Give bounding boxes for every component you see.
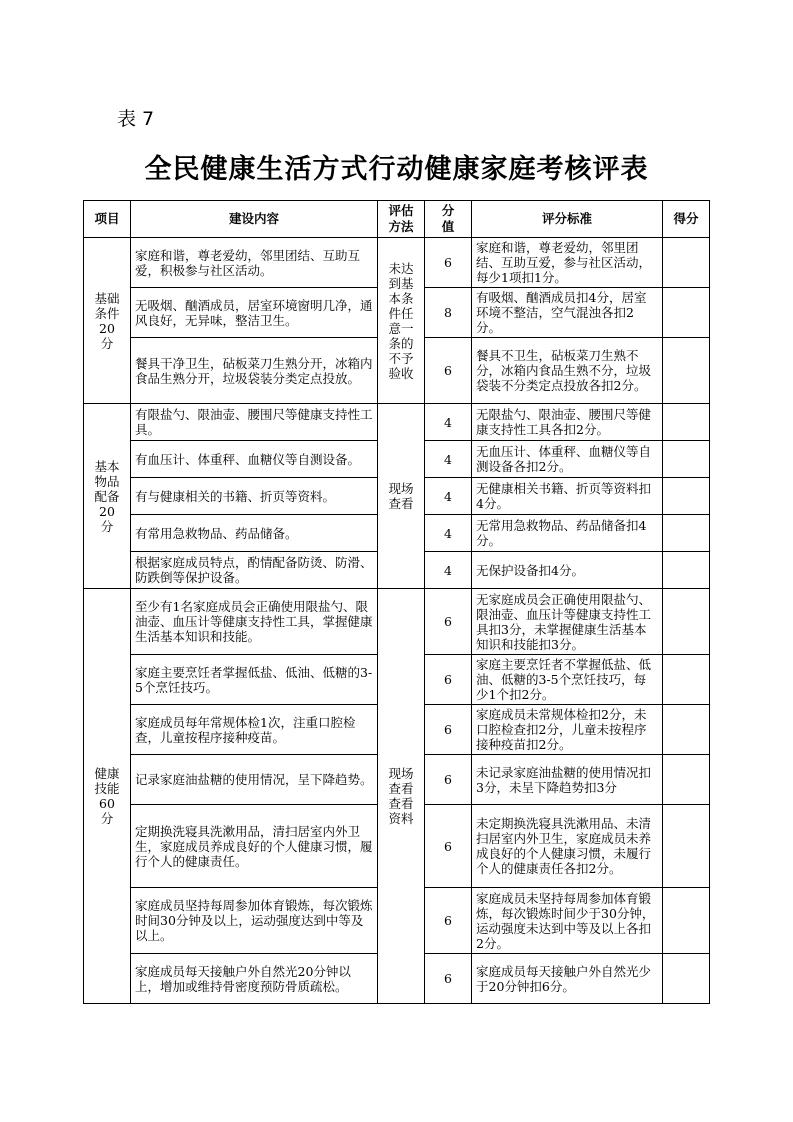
header-standard: 评分标准 — [472, 201, 663, 238]
row-content: 家庭成员坚持每周参加体育锻炼，每次锻炼时间30分钟及以上，运动强度达到中等及以上。 — [131, 888, 378, 954]
row-score: 4 — [425, 552, 472, 589]
row-standard: 无健康相关书籍、折页等资料扣4分。 — [472, 478, 663, 515]
row-content: 有常用急救物品、药品储备。 — [131, 515, 378, 552]
row-content: 家庭主要烹饪者掌握低盐、低油、低糖的3-5个烹饪技巧。 — [131, 655, 378, 705]
row-earned-cell[interactable] — [663, 589, 710, 655]
row-standard: 无常用急救物品、药品储备扣4分。 — [472, 515, 663, 552]
row-score: 4 — [425, 404, 472, 441]
row-score: 6 — [425, 755, 472, 805]
row-earned-cell[interactable] — [663, 888, 710, 954]
row-standard: 未记录家庭油盐糖的使用情况扣3分，未呈下降趋势扣3分 — [472, 755, 663, 805]
row-standard: 无血压计、体重秤、血糖仪等自测设备各扣2分。 — [472, 441, 663, 478]
table-row — [84, 238, 710, 288]
row-content: 记录家庭油盐糖的使用情况，呈下降趋势。 — [131, 755, 378, 805]
row-content: 有限盐勺、限油壶、腰围尺等健康支持性工具。 — [131, 404, 378, 441]
header-score: 分值 — [425, 201, 472, 238]
row-score: 6 — [425, 338, 472, 404]
row-standard: 家庭主要烹饪者不掌握低盐、低油、低糖的3-5个烹饪技巧，每少1个扣2分。 — [472, 655, 663, 705]
row-score: 6 — [425, 954, 472, 1004]
row-score: 6 — [425, 589, 472, 655]
row-earned-cell[interactable] — [663, 954, 710, 1004]
row-standard: 未定期换洗寝具洗漱用品、未清扫居室内外卫生，家庭成员未养成良好的个人健康习惯，未履行个人的健康责任各扣2分。 — [472, 805, 663, 888]
row-score: 6 — [425, 705, 472, 755]
row-content: 餐具干净卫生，砧板菜刀生熟分开，冰箱内食品生熟分开，垃圾袋装分类定点投放。 — [131, 338, 378, 404]
document-title: 全民健康生活方式行动健康家庭考核评表 — [144, 154, 649, 185]
row-content: 无吸烟、酗酒成员，居室环境窗明几净，通风良好，无异味，整洁卫生。 — [131, 288, 378, 338]
table-row — [84, 404, 710, 441]
table-header-row — [84, 201, 710, 238]
row-score: 4 — [425, 478, 472, 515]
row-standard: 无保护设备扣4分。 — [472, 552, 663, 589]
row-score: 6 — [425, 238, 472, 288]
row-score: 6 — [425, 805, 472, 888]
row-standard: 无家庭成员会正确使用限盐勺、限油壶、血压计等健康支持性工具扣3分，未掌握健康生活基本知识和技能扣3分。 — [472, 589, 663, 655]
row-content: 家庭和谐，尊老爱幼，邻里团结、互助互爱，积极参与社区活动。 — [131, 238, 378, 288]
row-earned-cell[interactable] — [663, 288, 710, 338]
row-standard: 有吸烟、酗酒成员扣4分，居室环境不整洁，空气混浊各扣2分。 — [472, 288, 663, 338]
header-method: 评估方法 — [378, 201, 425, 238]
row-content: 根据家庭成员特点，酌情配备防烫、防滑、防跌倒等保护设备。 — [131, 552, 378, 589]
section-item-basic: 基础条件20分 — [84, 238, 131, 404]
row-standard: 无限盐勺、限油壶、腰围尺等健康支持性工具各扣2分。 — [472, 404, 663, 441]
row-content: 有血压计、体重秤、血糖仪等自测设备。 — [131, 441, 378, 478]
row-score: 6 — [425, 888, 472, 954]
row-earned-cell[interactable] — [663, 655, 710, 705]
row-earned-cell[interactable] — [663, 515, 710, 552]
row-content: 有与健康相关的书籍、折页等资料。 — [131, 478, 378, 515]
row-earned-cell[interactable] — [663, 805, 710, 888]
row-score: 6 — [425, 655, 472, 705]
row-score: 4 — [425, 515, 472, 552]
row-standard: 餐具不卫生，砧板菜刀生熟不分，冰箱内食品生熟不分，垃圾袋装不分类定点投放各扣2分。 — [472, 338, 663, 404]
assessment-table — [83, 200, 710, 1004]
row-earned-cell[interactable] — [663, 755, 710, 805]
header-item: 项目 — [84, 201, 131, 238]
section-item-supplies: 基本物品配备20分 — [84, 404, 131, 589]
row-earned-cell[interactable] — [663, 238, 710, 288]
row-standard: 家庭和谐，尊老爱幼，邻里团结、互助互爱，参与社区活动，每少1项扣1分。 — [472, 238, 663, 288]
table-number-label: 表 7 — [117, 108, 155, 130]
row-content: 定期换洗寝具洗漱用品，清扫居室内外卫生，家庭成员养成良好的个人健康习惯，履行个人的健康责任。 — [131, 805, 378, 888]
section-method-skills: 现场查看查看资料 — [378, 589, 425, 1004]
header-content: 建设内容 — [131, 201, 378, 238]
row-standard: 家庭成员未常规体检扣2分，未口腔检查扣2分，儿童未按程序接种疫苗扣2分。 — [472, 705, 663, 755]
row-standard: 家庭成员每天接触户外自然光少于20分钟扣6分。 — [472, 954, 663, 1004]
row-standard: 家庭成员未坚持每周参加体育锻炼，每次锻炼时间少于30分钟，运动强度未达到中等及以上各扣2分。 — [472, 888, 663, 954]
row-earned-cell[interactable] — [663, 404, 710, 441]
section-method-basic: 未达到基本条件任意一条的不予验收 — [378, 238, 425, 404]
section-method-supplies: 现场查看 — [378, 404, 425, 589]
row-score: 4 — [425, 441, 472, 478]
row-content: 至少有1名家庭成员会正确使用限盐勺、限油壶、血压计等健康支持性工具，掌握健康生活基本知识和技能。 — [131, 589, 378, 655]
row-content: 家庭成员每天接触户外自然光20分钟以上，增加或维持骨密度预防骨质疏松。 — [131, 954, 378, 1004]
header-earned: 得分 — [663, 201, 710, 238]
row-earned-cell[interactable] — [663, 705, 710, 755]
row-earned-cell[interactable] — [663, 552, 710, 589]
row-earned-cell[interactable] — [663, 441, 710, 478]
table-row — [84, 589, 710, 655]
row-earned-cell[interactable] — [663, 478, 710, 515]
row-score: 8 — [425, 288, 472, 338]
section-item-skills: 健康技能60分 — [84, 589, 131, 1004]
row-content: 家庭成员每年常规体检1次，注重口腔检查，儿童按程序接种疫苗。 — [131, 705, 378, 755]
row-earned-cell[interactable] — [663, 338, 710, 404]
